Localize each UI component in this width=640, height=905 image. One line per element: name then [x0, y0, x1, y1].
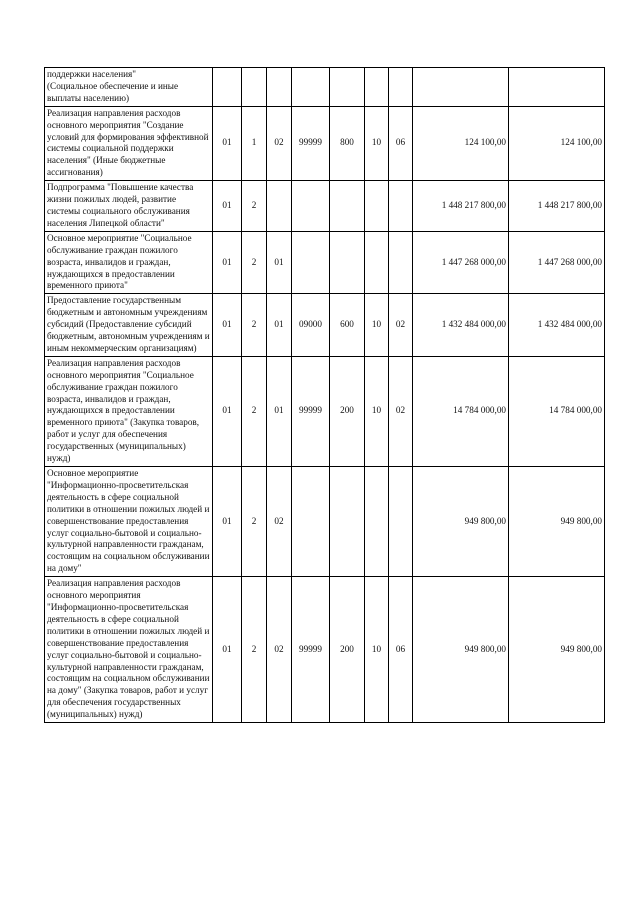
row-description: Основное мероприятие "Социальное обслуживание граждан пожилого возраста, инвалидов и граждан, нуждающихся в предоставлении временного приюта": [45, 231, 213, 294]
row-description: поддержки населения" (Социальное обеспечение и иные выплаты населению): [45, 68, 213, 107]
budget-table: [44, 67, 605, 723]
amount-year-2: 14 784 000,00: [509, 356, 605, 466]
amount-year-1: 124 100,00: [413, 106, 509, 180]
expense-type-code: 200: [330, 356, 365, 466]
subprogram-code: 1: [242, 106, 267, 180]
subsection-code: [389, 181, 413, 232]
table-row: [45, 181, 605, 232]
measure-code: 01: [267, 294, 292, 357]
measure-code: [267, 181, 292, 232]
amount-year-2: 949 800,00: [509, 577, 605, 723]
amount-year-1: 1 447 268 000,00: [413, 231, 509, 294]
subsection-code: [389, 467, 413, 577]
expense-type-code: [330, 231, 365, 294]
table-row: [45, 231, 605, 294]
subsection-code: [389, 68, 413, 107]
amount-year-2: 1 432 484 000,00: [509, 294, 605, 357]
subprogram-code: 2: [242, 577, 267, 723]
measure-code: 01: [267, 231, 292, 294]
subprogram-code: 2: [242, 294, 267, 357]
section-code: 10: [365, 106, 389, 180]
direction-code: [292, 467, 330, 577]
measure-code: 02: [267, 467, 292, 577]
measure-code: [267, 68, 292, 107]
subprogram-code: [242, 68, 267, 107]
table-row: [45, 577, 605, 723]
amount-year-2: [509, 68, 605, 107]
amount-year-1: 949 800,00: [413, 467, 509, 577]
row-description: Реализация направления расходов основного мероприятия "Создание условий для формирования эффективной системы социальной поддержки населения" (Иные бюджетные ассигнования): [45, 106, 213, 180]
row-description: Реализация направления расходов основного мероприятия "Социальное обслуживание граждан пожилого возраста, инвалидов и граждан, нуждающихся в предоставлении временного приюта" (Закупка товаров, работ и услуг для обеспечения государственных (муниципальных) нужд): [45, 356, 213, 466]
expense-type-code: [330, 467, 365, 577]
expense-type-code: [330, 68, 365, 107]
amount-year-2: 949 800,00: [509, 467, 605, 577]
subsection-code: 06: [389, 577, 413, 723]
section-code: [365, 181, 389, 232]
expense-type-code: 800: [330, 106, 365, 180]
subsection-code: 02: [389, 356, 413, 466]
amount-year-2: 1 448 217 800,00: [509, 181, 605, 232]
subprogram-code: 2: [242, 231, 267, 294]
measure-code: 02: [267, 106, 292, 180]
subsection-code: [389, 231, 413, 294]
row-description: Подпрограмма "Повышение качества жизни пожилых людей, развитие системы социального обслуживания населения Липецкой области": [45, 181, 213, 232]
row-description: Предоставление государственным бюджетным и автономным учреждениям субсидий (Предоставление субсидий бюджетным, автономным учреждениям и иным некоммерческим организациям): [45, 294, 213, 357]
direction-code: [292, 181, 330, 232]
direction-code: 99999: [292, 106, 330, 180]
subsection-code: 06: [389, 106, 413, 180]
table-row: [45, 106, 605, 180]
amount-year-1: 949 800,00: [413, 577, 509, 723]
direction-code: 09000: [292, 294, 330, 357]
program-code: 01: [213, 231, 242, 294]
measure-code: 02: [267, 577, 292, 723]
program-code: [213, 68, 242, 107]
table-row: [45, 356, 605, 466]
table-row: [45, 294, 605, 357]
section-code: 10: [365, 356, 389, 466]
amount-year-1: 1 432 484 000,00: [413, 294, 509, 357]
program-code: 01: [213, 577, 242, 723]
row-description: Реализация направления расходов основного мероприятия "Информационно-просветительская деятельность в сфере социальной политики в отношении пожилых людей и совершенствование предоставления услуг социально-бытовой и социально-культурной направленности гражданам, состоящим на социальном обслуживании на дому" (Закупка товаров, работ и услуг для обеспечения государственных (муниципальных) нужд): [45, 577, 213, 723]
subprogram-code: 2: [242, 467, 267, 577]
section-code: 10: [365, 577, 389, 723]
expense-type-code: [330, 181, 365, 232]
amount-year-2: 1 447 268 000,00: [509, 231, 605, 294]
amount-year-1: [413, 68, 509, 107]
direction-code: [292, 231, 330, 294]
subsection-code: 02: [389, 294, 413, 357]
program-code: 01: [213, 181, 242, 232]
section-code: 10: [365, 294, 389, 357]
program-code: 01: [213, 106, 242, 180]
section-code: [365, 467, 389, 577]
section-code: [365, 68, 389, 107]
program-code: 01: [213, 356, 242, 466]
program-code: 01: [213, 294, 242, 357]
expense-type-code: 200: [330, 577, 365, 723]
amount-year-1: 1 448 217 800,00: [413, 181, 509, 232]
subprogram-code: 2: [242, 181, 267, 232]
direction-code: 99999: [292, 356, 330, 466]
amount-year-1: 14 784 000,00: [413, 356, 509, 466]
measure-code: 01: [267, 356, 292, 466]
section-code: [365, 231, 389, 294]
direction-code: [292, 68, 330, 107]
subprogram-code: 2: [242, 356, 267, 466]
table-row: [45, 467, 605, 577]
direction-code: 99999: [292, 577, 330, 723]
amount-year-2: 124 100,00: [509, 106, 605, 180]
table-row: [45, 68, 605, 107]
row-description: Основное мероприятие "Информационно-просветительская деятельность в сфере социальной политики в отношении пожилых людей и совершенствование предоставления услуг социально-бытовой и социально-культурной направленности гражданам, состоящим на социальном обслуживании на дому": [45, 467, 213, 577]
expense-type-code: 600: [330, 294, 365, 357]
program-code: 01: [213, 467, 242, 577]
